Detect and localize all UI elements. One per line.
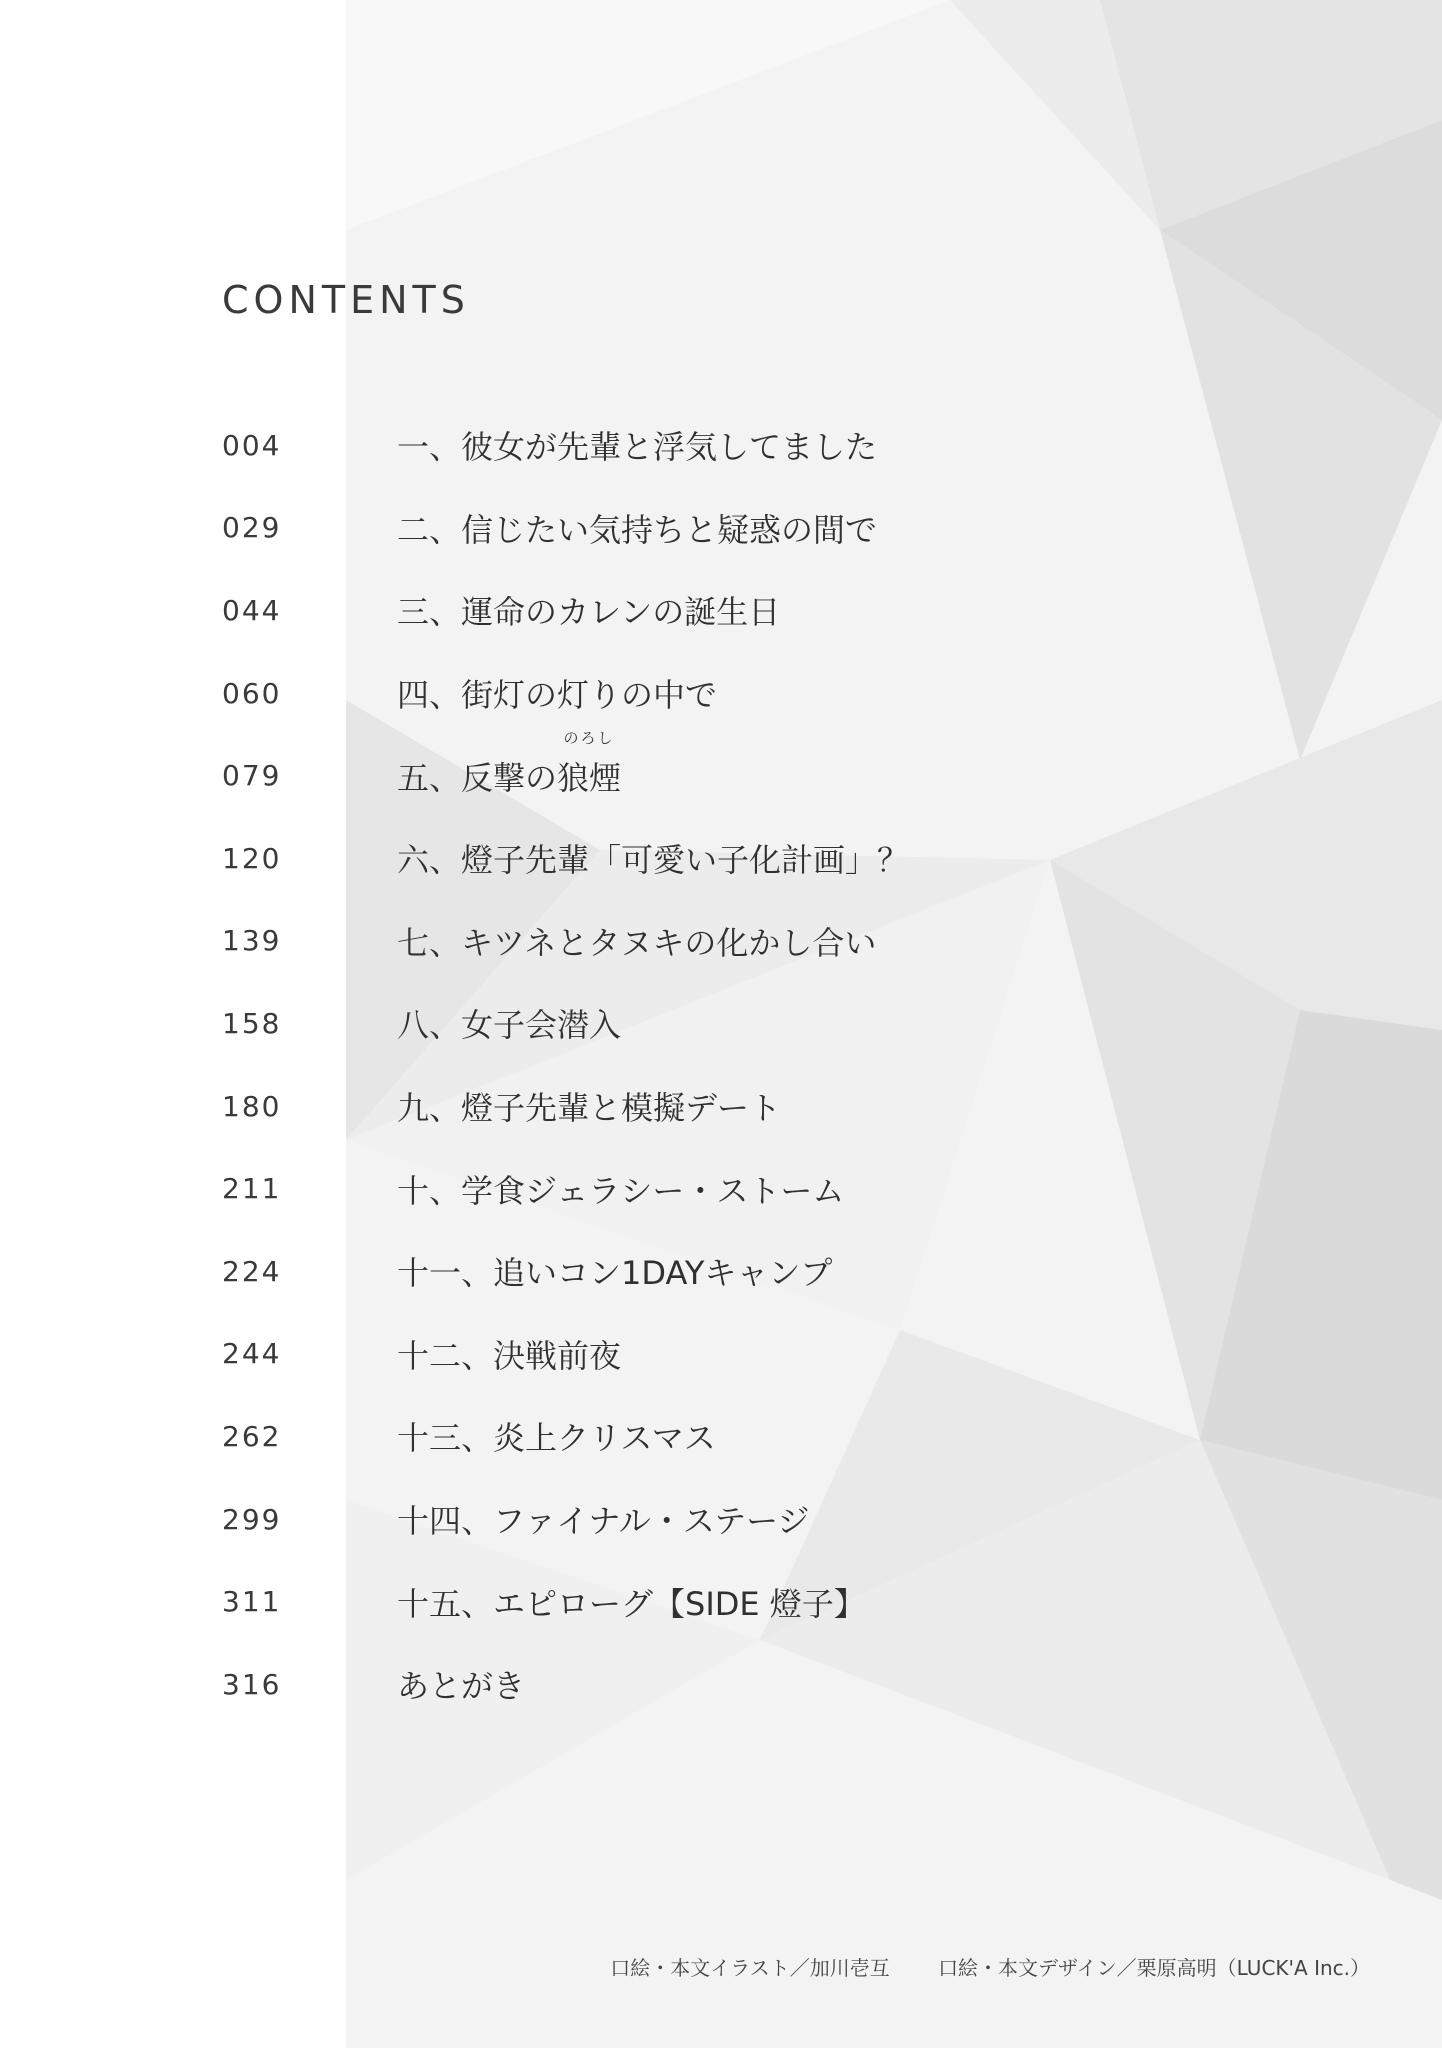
toc-chapter-title: 十二、決戦前夜: [397, 1336, 622, 1375]
toc-page-number: 139: [222, 924, 282, 958]
toc-page-number: 029: [222, 511, 282, 545]
toc-entry[interactable]: [222, 1065, 909, 1148]
toc-page-number: 316: [222, 1667, 282, 1701]
toc-page-number: 262: [222, 1419, 282, 1453]
toc-page-number: 158: [222, 1006, 282, 1040]
toc-chapter-title: 十、学食ジェラシー・ストーム: [397, 1171, 845, 1210]
toc-entry[interactable]: [222, 1313, 909, 1396]
ruby-base-text: 狼煙: [557, 758, 622, 797]
toc-entry[interactable]: [222, 569, 909, 652]
toc-page-number: 044: [222, 593, 282, 627]
toc-page-number: 244: [222, 1337, 282, 1371]
toc-page-number: 004: [222, 428, 282, 462]
toc-chapter-title: 十三、炎上クリスマス: [397, 1419, 716, 1458]
toc-chapter-title: 七、キツネとタヌキの化かし合い: [397, 923, 877, 962]
toc-entry[interactable]: [222, 1147, 909, 1230]
toc-entry[interactable]: [222, 404, 909, 487]
toc-entry[interactable]: [222, 652, 909, 735]
toc-entry[interactable]: [222, 1395, 909, 1478]
toc-page-number: 079: [222, 759, 282, 793]
toc-chapter-title: 三、運命のカレンの誕生日: [397, 593, 781, 632]
toc-page-number: 060: [222, 676, 282, 710]
toc-chapter-title: 十四、ファイナル・ステージ: [397, 1502, 810, 1541]
toc-chapter-title: 六、燈子先輩「可愛い子化計画」？: [397, 841, 910, 880]
toc-entry[interactable]: [222, 982, 909, 1065]
toc-chapter-title: 一、彼女が先輩と浮気してました: [397, 428, 878, 467]
toc-entry[interactable]: [222, 1643, 909, 1726]
toc-title-text: 五、反撃の: [397, 758, 558, 797]
design-credit: 口絵・本文デザイン／栗原高明（LUCK'A Inc.）: [938, 1956, 1370, 1980]
illustration-credit: 口絵・本文イラスト／加川壱互: [610, 1956, 890, 1980]
toc-chapter-title: 十一、追いコン1DAYキャンプ: [397, 1254, 833, 1293]
toc-page-number: 180: [222, 1089, 282, 1123]
credits-line: [610, 1952, 1370, 1981]
toc-chapter-title: [397, 728, 622, 799]
toc-entry[interactable]: [222, 900, 909, 983]
toc-chapter-title: あとがき: [397, 1667, 526, 1706]
toc-entry[interactable]: [222, 1478, 909, 1561]
toc-entry[interactable]: [222, 728, 909, 817]
toc-entry[interactable]: [222, 817, 909, 900]
toc-chapter-title: 十五、エピローグ【SIDE 燈子】: [397, 1584, 866, 1623]
toc-chapter-title: 九、燈子先輩と模擬デート: [397, 1089, 782, 1128]
toc-page-number: 311: [222, 1585, 282, 1619]
table-of-contents: [222, 404, 909, 1726]
toc-entry[interactable]: [222, 1560, 909, 1643]
toc-page-number: 299: [222, 1502, 282, 1536]
toc-page-number: 120: [222, 841, 282, 875]
toc-page-number: 211: [222, 1172, 282, 1206]
contents-heading: CONTENTS: [222, 278, 470, 322]
ruby-annotated-word: [557, 728, 622, 799]
toc-entry[interactable]: [222, 1230, 909, 1313]
toc-chapter-title: 八、女子会潜入: [397, 1006, 622, 1045]
toc-chapter-title: 二、信じたい気持ちと疑惑の間で: [397, 510, 878, 549]
toc-chapter-title: 四、街灯の灯りの中で: [397, 676, 718, 715]
toc-entry[interactable]: [222, 487, 909, 570]
toc-page-number: 224: [222, 1254, 282, 1288]
ruby-reading: のろし: [563, 728, 615, 747]
